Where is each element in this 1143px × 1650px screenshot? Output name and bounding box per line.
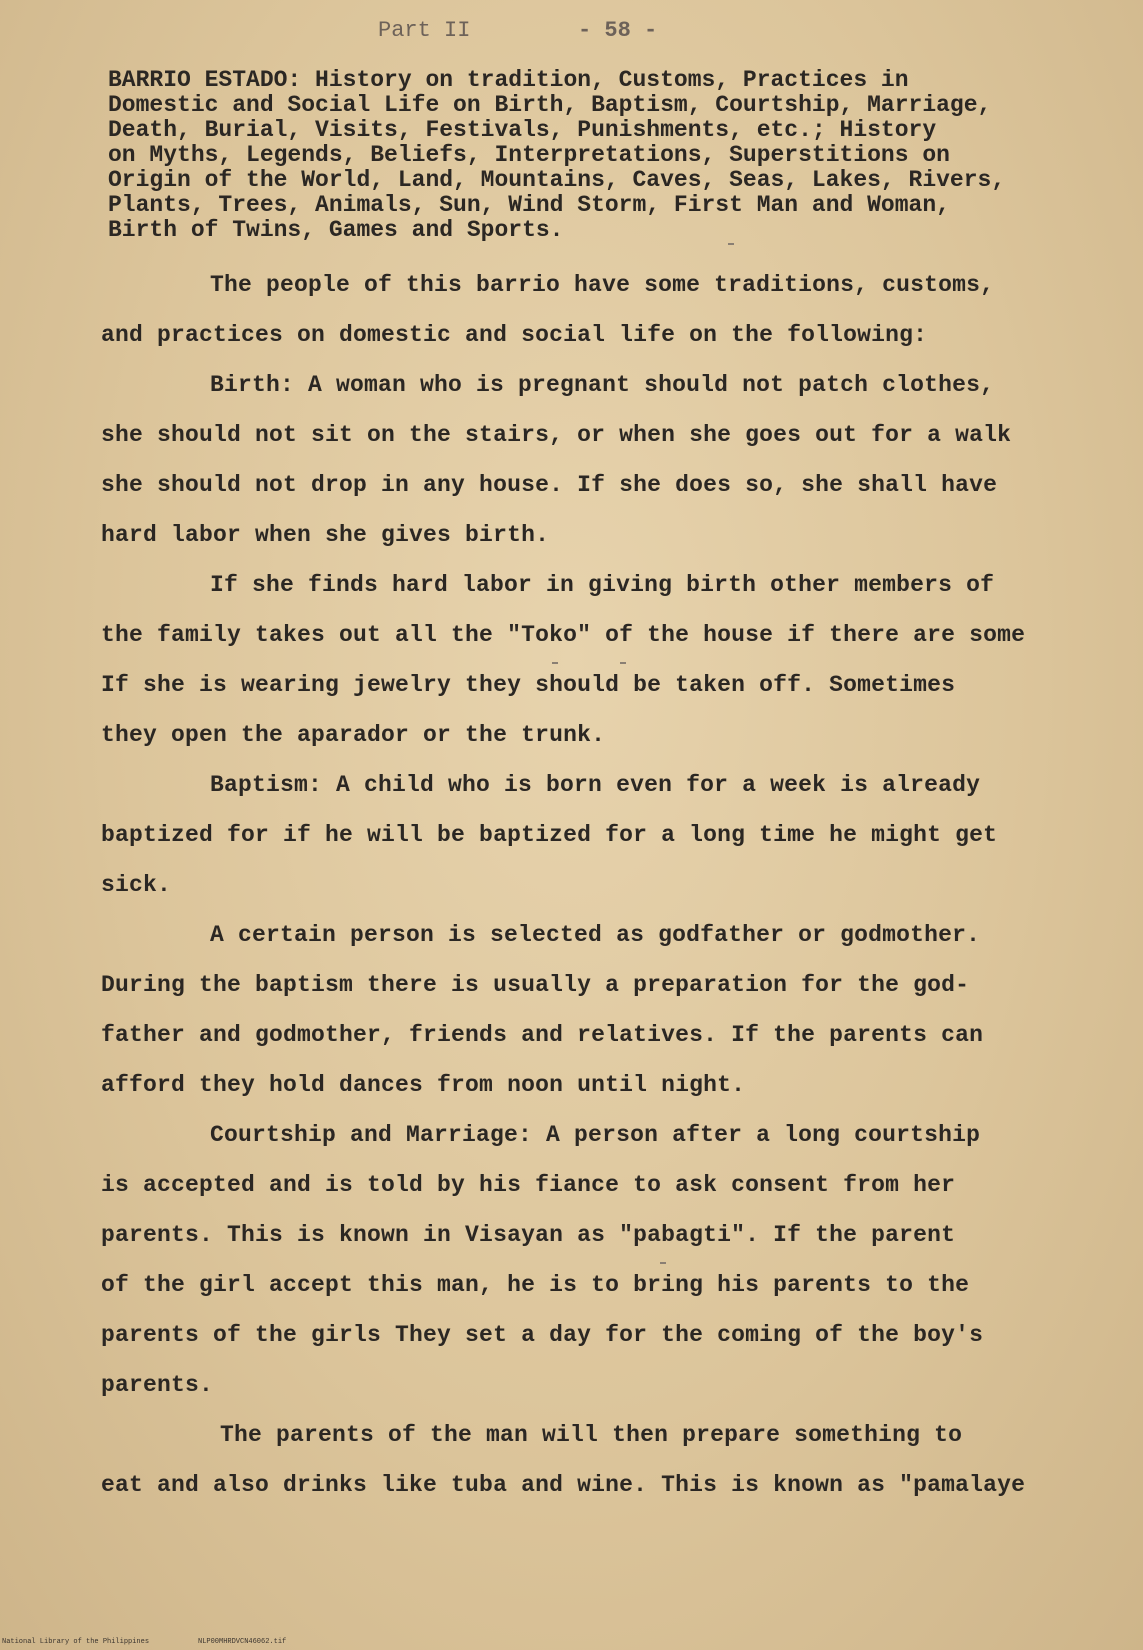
body-line: parents. This is known in Visayan as "pabagti". If the parent bbox=[101, 1222, 956, 1248]
body-line: parents. bbox=[101, 1372, 214, 1398]
body-line: of the girl accept this man, he is to bring his parents to the bbox=[101, 1272, 970, 1298]
ink-speck bbox=[660, 1262, 666, 1264]
body-line: The parents of the man will then prepare something to bbox=[220, 1422, 963, 1448]
ink-speck bbox=[552, 662, 558, 664]
body-line: eat and also drinks like tuba and wine. This is known as "pamalaye bbox=[101, 1472, 1026, 1498]
scan-filename: NLP00MHRDVCN46062.tif bbox=[198, 1638, 287, 1646]
body-line: baptized for if he will be baptized for a long time he might get bbox=[101, 822, 998, 848]
body-line: The people of this barrio have some traditions, customs, bbox=[210, 272, 995, 298]
archive-credit: National Library of the Philippines bbox=[2, 1638, 150, 1646]
body-line: she should not drop in any house. If she does so, she shall have bbox=[101, 472, 998, 498]
body-line: she should not sit on the stairs, or when she goes out for a walk bbox=[101, 422, 1012, 448]
section-heading bbox=[108, 68, 1128, 243]
heading-line: Birth of Twins, Games and Sports. bbox=[108, 217, 564, 243]
heading-line: Plants, Trees, Animals, Sun, Wind Storm, First Man and Woman, bbox=[108, 192, 950, 218]
body-line: they open the aparador or the trunk. bbox=[101, 722, 606, 748]
body-line: Birth: A woman who is pregnant should not patch clothes, bbox=[210, 372, 995, 398]
page-number: - 58 - bbox=[578, 18, 658, 43]
heading-line: Domestic and Social Life on Birth, Baptism, Courtship, Marriage, bbox=[108, 92, 992, 118]
body-line: the family takes out all the "Toko" of the house if there are some bbox=[101, 622, 1026, 648]
body-line: A certain person is selected as godfather or godmother. bbox=[210, 922, 981, 948]
heading-line: Death, Burial, Visits, Festivals, Punishments, etc.; History bbox=[108, 117, 937, 143]
body-line: hard labor when she gives birth. bbox=[101, 522, 550, 548]
body-line: and practices on domestic and social life on the following: bbox=[101, 322, 928, 348]
body-line: is accepted and is told by his fiance to ask consent from her bbox=[101, 1172, 956, 1198]
body-line: If she finds hard labor in giving birth other members of bbox=[210, 572, 995, 598]
body-line: sick. bbox=[101, 872, 172, 898]
body-line: During the baptism there is usually a preparation for the god- bbox=[101, 972, 970, 998]
body-line: afford they hold dances from noon until night. bbox=[101, 1072, 746, 1098]
body-line: parents of the girls They set a day for the coming of the boy's bbox=[101, 1322, 984, 1348]
heading-line: on Myths, Legends, Beliefs, Interpretations, Superstitions on bbox=[108, 142, 950, 168]
heading-line: BARRIO ESTADO: History on tradition, Customs, Practices in bbox=[108, 67, 909, 93]
body-line: father and godmother, friends and relatives. If the parents can bbox=[101, 1022, 984, 1048]
ink-speck bbox=[620, 662, 626, 664]
part-label: Part II bbox=[378, 18, 471, 43]
body-line: Courtship and Marriage: A person after a long courtship bbox=[210, 1122, 981, 1148]
heading-line: Origin of the World, Land, Mountains, Caves, Seas, Lakes, Rivers, bbox=[108, 167, 1006, 193]
body-line: Baptism: A child who is born even for a week is already bbox=[210, 772, 981, 798]
ink-speck bbox=[728, 243, 734, 245]
body-line: If she is wearing jewelry they should be taken off. Sometimes bbox=[101, 672, 956, 698]
